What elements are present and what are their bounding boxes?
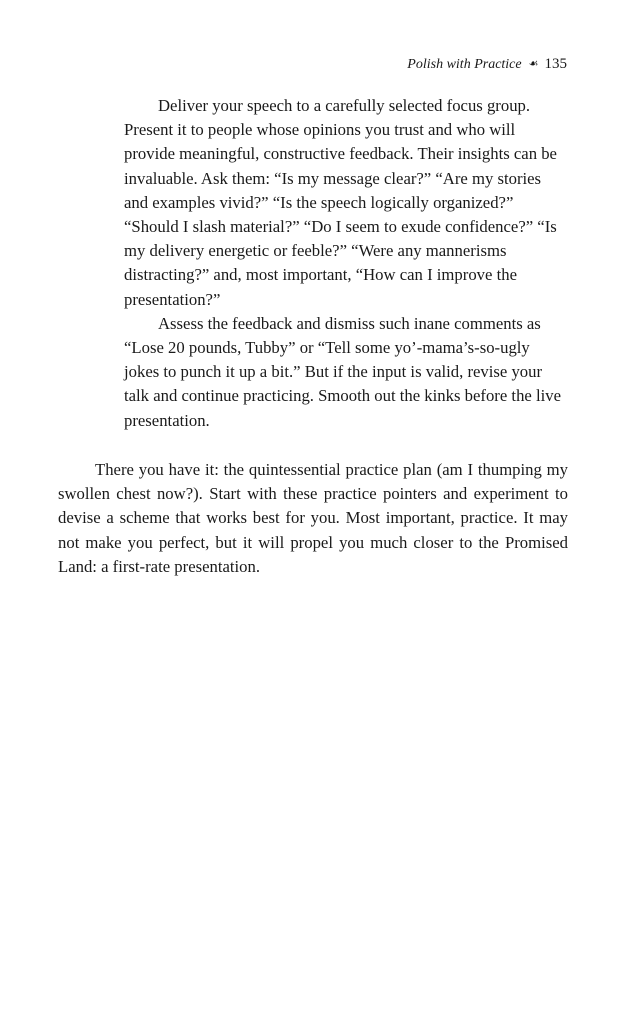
- page-number: 135: [544, 56, 567, 72]
- running-head-title: Polish with Practice: [407, 57, 522, 72]
- passage-paragraph-1: Deliver your speech to a carefully selected focus group. Present it to people whose opinions you trust and who will provide meaningful, constructive feedback. Their insights can be invaluable. Ask them: “Is my message clear?” “Are my stories and examples vivid?” “Is the speech logically organized?” “Should I slash material?” “Do I seem to exude confidence?” “Is my delivery energetic or feeble?” “Were any mannerisms distracting?” and, most important, “How can I improve the presentation?”: [124, 96, 557, 309]
- running-head: [407, 54, 567, 75]
- body-paragraph-1: There you have it: the quintessential practice plan (am I thumping my swollen chest now?). Start with these practice pointers and experiment to devise a scheme that works best for you. Most important, practice. It may not make you perfect, but it will propel you much closer to the Promised Land: a first-rate presentation.: [58, 460, 568, 576]
- body-text: [58, 458, 568, 579]
- passage-paragraph-2: Assess the feedback and dismiss such inane comments as “Lose 20 pounds, Tubby” or “Tell some yo’-mama’s-so-ugly jokes to punch it up a bit.” But if the input is valid, revise your talk and continue practicing. Smooth out the kinks before the live presentation.: [124, 313, 562, 430]
- fleuron-icon: ☙: [528, 58, 539, 70]
- indented-passage: [124, 94, 564, 433]
